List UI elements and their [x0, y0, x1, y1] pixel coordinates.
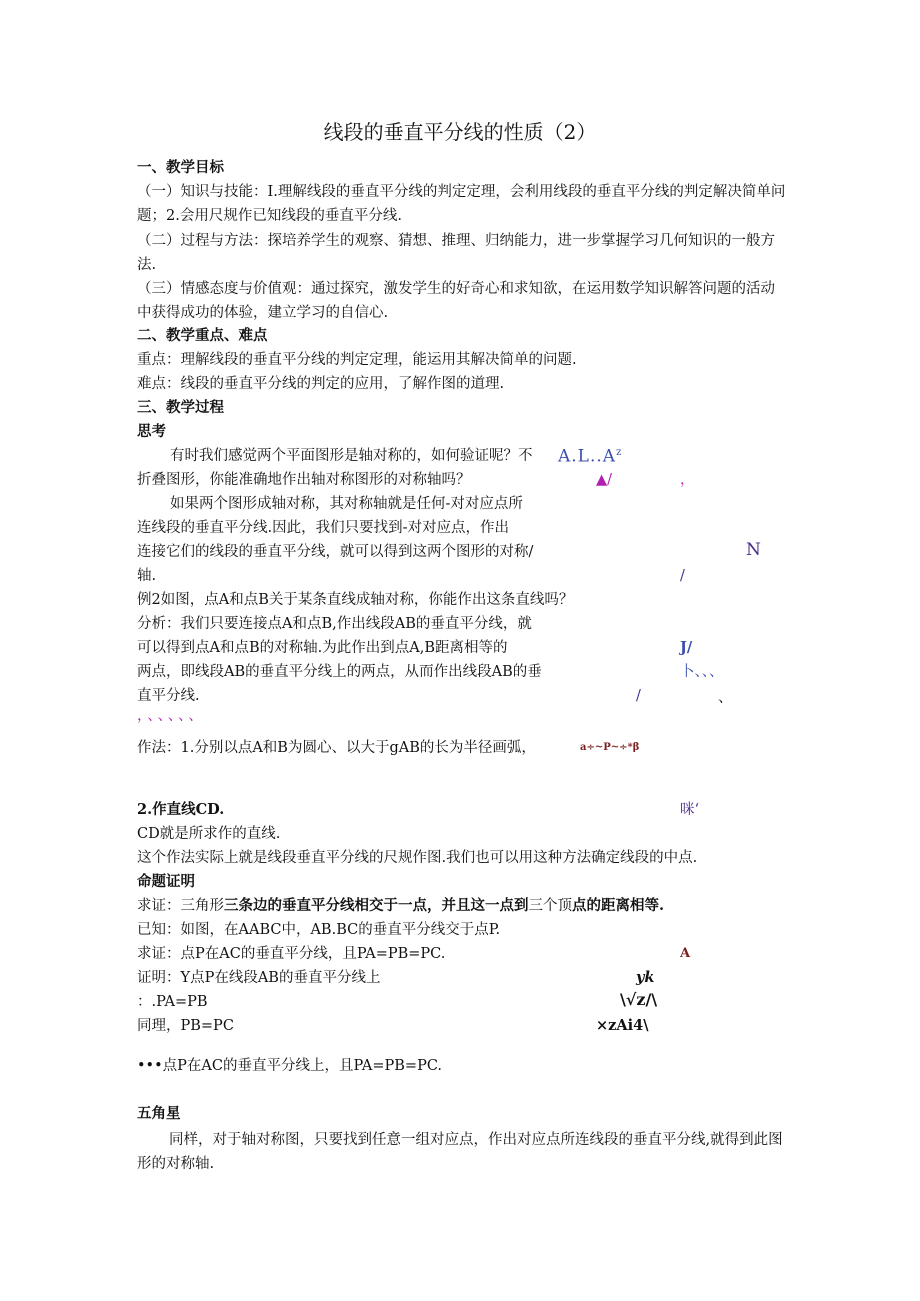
figure-mi-mark: 咪‘ [680, 802, 700, 818]
think-line-1: 有时我们感觉两个平面图形是轴对称的，如何验证呢？不 [170, 448, 533, 464]
figure-yk-label: yk [636, 969, 655, 986]
figure-slash-mark: / [680, 568, 685, 584]
method-step-2: 2.作直线CD. [137, 801, 225, 818]
analysis-line-1: 分析：我们只要连接点A和点B,作出线段AB的垂直平分线，就 [137, 616, 532, 632]
figure-base-label: ×zAi4\ [596, 1017, 649, 1034]
section-heading-objectives: 一、教学目标 [137, 159, 224, 176]
method-note: 这个作法实际上就是线段垂直平分线的尺规作图.我们也可以用这种方法确定线段的中点. [137, 850, 698, 866]
difficult-point: 难点：线段的垂直平分线的判定的应用，了解作图的道理. [137, 376, 505, 392]
figure-a-label: A [680, 946, 691, 961]
page-title: 线段的垂直平分线的性质（2） [323, 120, 597, 144]
figure-slash-mark-2: / [636, 688, 641, 704]
method-step-1: 作法：1.分别以点A和B为圆心、以大于gAB的长为半径画弧， [137, 740, 536, 756]
example-2: 例2如图，点A和点B关于某条直线成轴对称，你能作出这条直线吗？ [137, 592, 574, 608]
analysis-line-2: 可以得到点A和点B的对称轴.为此作出到点A,B距离相等的 [137, 640, 508, 656]
figure-j-mark: J/ [680, 639, 693, 656]
figure-bu-mark: 卜、、、 [680, 664, 724, 680]
section-heading-keypoints: 二、教学重点、难点 [137, 327, 268, 344]
think-line-3: 如果两个图形成轴对称，其对称轴就是任何-对对应点所 [170, 496, 523, 512]
proposition-known: 已知：如图，在AABC中，AB.BC的垂直平分线交于点P. [137, 922, 501, 938]
proof-line-3: 同理，PB=PC [137, 1018, 234, 1034]
figure-marks-row: ，、、、、、 [137, 708, 206, 724]
section-heading-process: 三、教学过程 [137, 399, 224, 416]
analysis-line-4: 直平分线. [137, 688, 200, 704]
figure-label-ala: $A.L..A^z$ [558, 446, 623, 467]
method-result: CD就是所求作的直线. [137, 826, 281, 842]
proof-conclusion: •••点P在AC的垂直平分线上，且PA=PB=PC. [137, 1058, 443, 1074]
figure-dun-mark: 、 [718, 690, 733, 706]
figure-arc-label: a÷~P~÷*β [580, 742, 640, 753]
think-line-5: 连接它们的线段的垂直平分线，就可以得到这两个图形的对称/ [137, 544, 534, 560]
star-heading: 五角星 [137, 1105, 181, 1122]
proposition-prove: 求证：点P在AC的垂直平分线，且PA=PB=PC. [137, 946, 446, 962]
proof-line-1: 证明：Y点P在线段AB的垂直平分线上 [137, 970, 381, 986]
key-point: 重点：理解线段的垂直平分线的判定定理，能运用其解决简单的问题. [137, 352, 577, 368]
think-line-6: 轴. [137, 568, 157, 584]
figure-triangle-sketch: \√z/\ [620, 990, 658, 1009]
objective-attitude: （三）情感态度与价值观：通过探究，激发学生的好奇心和求知欲，在运用数学知识解答问题的活动中获得成功的体验，建立学习的自信心. [137, 281, 775, 321]
think-line-4: 连线段的垂直平分线.因此，我们只要找到-对对应点，作出 [137, 520, 510, 536]
proof-line-2: ：.PA=PB [137, 994, 208, 1010]
think-heading: 思考 [137, 423, 166, 440]
proposition-heading: 命题证明 [137, 873, 195, 890]
think-line-2: 折叠图形，你能准确地作出轴对称图形的对称轴吗？ [137, 472, 471, 488]
objective-knowledge: （一）知识与技能：I.理解线段的垂直平分线的判定定理，会利用线段的垂直平分线的判定解决简单问题；2.会用尺规作已知线段的垂直平分线. [137, 184, 786, 224]
analysis-line-3: 两点，即线段AB的垂直平分线上的两点，从而作出线段AB的垂 [137, 664, 542, 680]
figure-n-mark: N [746, 540, 761, 560]
proposition-statement: 求证：三角形三条边的垂直平分线相交于一点，并且这一点到三个顶点的距离相等. [137, 897, 665, 914]
figure-triangle-mark: ▲/ [596, 472, 613, 488]
objective-process: （二）过程与方法：探培养学生的观察、猜想、推理、归纳能力，进一步掌握学习几何知识的一般方法. [137, 233, 775, 273]
star-paragraph: 同样，对于轴对称图，只要找到任意一组对应点，作出对应点所连线段的垂直平分线,就得到此图形的对称轴. [137, 1132, 783, 1172]
figure-comma-mark: ， [680, 472, 695, 488]
